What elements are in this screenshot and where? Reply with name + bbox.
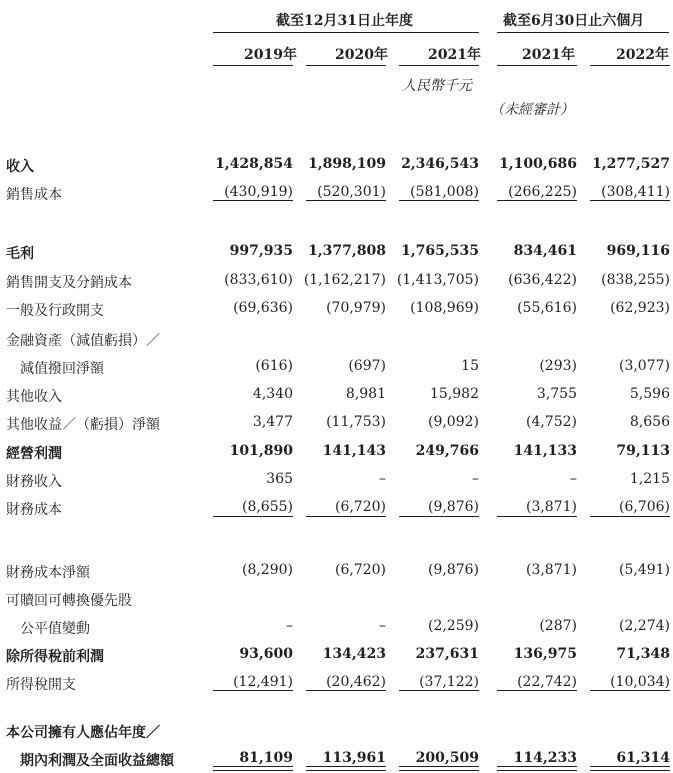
subtotal-underline (590, 200, 670, 201)
table-cell: (3,871) (525, 562, 577, 578)
table-cell: 15,982 (430, 386, 479, 402)
table-cell: 134,423 (322, 646, 386, 662)
table-cell: (5,491) (618, 562, 670, 578)
subtotal-underline (306, 516, 386, 517)
row-label: 期內利潤及全面收益總額 (20, 753, 174, 769)
subtotal-underline (399, 516, 479, 517)
row-label: 財務成本 (6, 502, 62, 518)
table-cell: 1,898,109 (308, 156, 386, 172)
table-cell: (838,255) (601, 272, 670, 288)
table-cell: (6,720) (334, 562, 386, 578)
column-underline-2019 (213, 65, 293, 66)
table-cell: (108,969) (410, 300, 479, 316)
table-cell: (37,122) (419, 674, 479, 690)
column-header-2022: 2022年 (616, 47, 669, 63)
group-underline-interim (497, 32, 669, 33)
subtotal-underline (213, 516, 293, 517)
column-underline-2022 (590, 65, 670, 66)
table-cell: 71,348 (616, 646, 670, 662)
column-header-2019: 2019年 (244, 47, 297, 63)
column-underline-2021-annual (399, 65, 479, 66)
row-label: 經營利潤 (6, 446, 62, 462)
row-label: 可贖回可轉換優先股 (6, 593, 132, 609)
subtotal-underline (497, 690, 577, 691)
table-cell: 8,656 (629, 414, 670, 430)
row-label: 收入 (6, 159, 34, 175)
group-title-annual: 截至12月31日止年度 (276, 13, 413, 29)
row-label: 金融資產（減值虧損）／ (6, 333, 160, 349)
table-cell: 141,143 (322, 443, 386, 459)
table-cell: (3,077) (618, 358, 670, 374)
table-cell: 141,133 (513, 443, 577, 459)
table-cell: (1,162,217) (303, 272, 386, 288)
table-cell: 5,596 (629, 386, 670, 402)
table-cell: (266,225) (508, 184, 577, 200)
group-title-interim: 截至6月30日止六個月 (503, 13, 645, 29)
table-cell: 1,215 (629, 471, 670, 487)
table-cell: (12,491) (233, 674, 293, 690)
row-label: 毛利 (6, 246, 34, 262)
table-cell: (10,034) (610, 674, 670, 690)
row-label: 銷售成本 (6, 187, 62, 203)
table-cell: 4,340 (252, 386, 293, 402)
table-cell: 969,116 (606, 243, 670, 259)
table-cell: (520,301) (317, 184, 386, 200)
subtotal-underline (399, 690, 479, 691)
table-cell: (293) (539, 358, 577, 374)
table-cell: (581,008) (410, 184, 479, 200)
table-cell: (9,876) (427, 499, 479, 515)
table-cell: (62,923) (610, 300, 670, 316)
total-double-underline (213, 766, 293, 771)
table-cell: (430,919) (224, 184, 293, 200)
group-underline-annual (213, 32, 479, 33)
table-cell: (4,752) (525, 414, 577, 430)
table-cell: (8,655) (241, 499, 293, 515)
total-double-underline (497, 766, 577, 771)
row-label: 本公司擁有人應佔年度／ (6, 725, 160, 741)
column-header-2021-interim: 2021年 (522, 47, 575, 63)
subtotal-underline (306, 200, 386, 201)
table-cell: 113,961 (322, 750, 386, 766)
column-header-2021-annual: 2021年 (428, 47, 481, 63)
table-cell: 1,428,854 (215, 156, 293, 172)
table-cell: (833,610) (224, 272, 293, 288)
table-cell: 1,277,527 (592, 156, 670, 172)
table-cell: – (379, 618, 386, 634)
table-cell: 237,631 (415, 646, 479, 662)
table-cell: 3,755 (536, 386, 577, 402)
subtotal-underline (590, 516, 670, 517)
table-cell: 1,377,808 (308, 243, 386, 259)
table-cell: 15 (461, 358, 479, 374)
table-cell: 136,975 (513, 646, 577, 662)
unaudited-note: （未經審計） (490, 102, 574, 118)
table-cell: (69,636) (233, 300, 293, 316)
table-cell: 365 (266, 471, 293, 487)
row-label: 其他收入 (6, 389, 62, 405)
table-cell: – (286, 618, 293, 634)
column-header-2020: 2020年 (335, 47, 388, 63)
table-cell: – (472, 471, 479, 487)
row-label: 減值撥回淨額 (20, 361, 104, 377)
table-cell: 997,935 (229, 243, 293, 259)
column-underline-2021-interim (497, 65, 577, 66)
table-cell: 3,477 (252, 414, 293, 430)
table-cell: – (570, 471, 577, 487)
table-cell: 81,109 (239, 750, 293, 766)
subtotal-underline (590, 690, 670, 691)
subtotal-underline (497, 516, 577, 517)
subtotal-underline (399, 200, 479, 201)
currency-note: 人民幣千元 (402, 78, 472, 94)
column-underline-2020 (306, 65, 386, 66)
table-cell: 249,766 (415, 443, 479, 459)
table-cell: (20,462) (326, 674, 386, 690)
total-double-underline (306, 766, 386, 771)
row-label: 公平值變動 (20, 621, 90, 637)
table-cell: 2,346,543 (401, 156, 479, 172)
table-cell: (287) (539, 618, 577, 634)
table-cell: (9,092) (427, 414, 479, 430)
table-cell: (2,274) (618, 618, 670, 634)
table-cell: (6,720) (334, 499, 386, 515)
total-double-underline (399, 766, 479, 771)
table-cell: (55,616) (517, 300, 577, 316)
subtotal-underline (497, 200, 577, 201)
table-cell: 8,981 (345, 386, 386, 402)
table-cell: (2,259) (427, 618, 479, 634)
row-label: 其他收益／（虧損）淨額 (6, 417, 160, 433)
table-cell: 79,113 (616, 443, 670, 459)
row-label: 除所得稅前利潤 (6, 649, 104, 665)
row-label: 所得稅開支 (6, 677, 76, 693)
table-cell: 1,100,686 (499, 156, 577, 172)
table-cell: 200,509 (415, 750, 479, 766)
subtotal-underline (213, 200, 293, 201)
table-cell: (11,753) (326, 414, 386, 430)
row-label: 銷售開支及分銷成本 (6, 275, 132, 291)
row-label: 財務收入 (6, 474, 62, 490)
table-cell: 114,233 (513, 750, 577, 766)
table-cell: (308,411) (601, 184, 670, 200)
subtotal-underline (306, 690, 386, 691)
table-cell: – (379, 471, 386, 487)
table-cell: (6,706) (618, 499, 670, 515)
table-cell: (636,422) (508, 272, 577, 288)
table-cell: 101,890 (229, 443, 293, 459)
table-cell: (3,871) (525, 499, 577, 515)
row-label: 一般及行政開支 (6, 303, 104, 319)
table-cell: (22,742) (517, 674, 577, 690)
table-cell: (70,979) (326, 300, 386, 316)
table-cell: (697) (348, 358, 386, 374)
total-double-underline (590, 766, 670, 771)
table-cell: 61,314 (616, 750, 670, 766)
subtotal-underline (213, 690, 293, 691)
row-label: 財務成本淨額 (6, 565, 90, 581)
table-cell: (9,876) (427, 562, 479, 578)
table-cell: 1,765,535 (401, 243, 479, 259)
table-cell: (616) (255, 358, 293, 374)
table-cell: (1,413,705) (396, 272, 479, 288)
table-cell: (8,290) (241, 562, 293, 578)
table-cell: 93,600 (239, 646, 293, 662)
table-cell: 834,461 (513, 243, 577, 259)
